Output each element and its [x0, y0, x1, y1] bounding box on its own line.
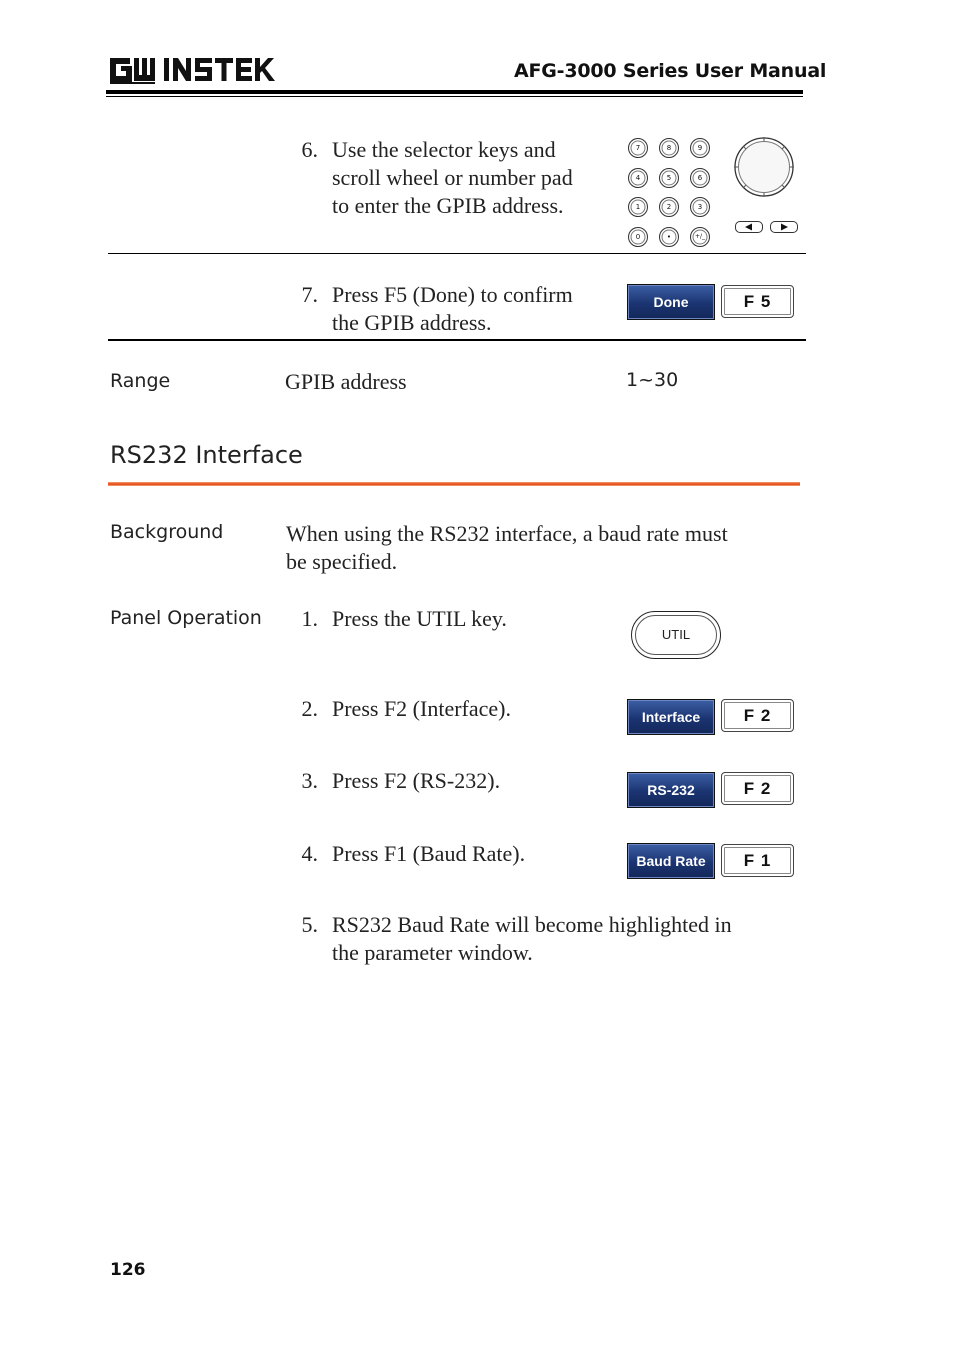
step-number: 4. [301, 841, 318, 866]
step-text [332, 911, 732, 967]
step-line: the parameter window. [332, 940, 533, 965]
step-text: Press F1 (Baud Rate). [332, 841, 526, 866]
rs232-softkey[interactable]: RS-232 [627, 772, 715, 808]
done-softkey[interactable]: Done [627, 284, 715, 320]
util-key-label: UTIL [635, 615, 717, 655]
page-number: 126 [110, 1260, 146, 1280]
step-number: 5. [301, 912, 318, 937]
divider [108, 253, 806, 254]
key-0[interactable]: 0 [628, 227, 648, 247]
background-line: When using the RS232 interface, a baud rate must [286, 521, 728, 546]
step-text: Press F2 (RS-232). [332, 768, 501, 793]
step-line: RS232 Baud Rate will become highlighted in [332, 912, 732, 937]
step-text: Press the UTIL key. [332, 606, 507, 631]
f1-key[interactable]: F 1 [721, 844, 794, 877]
divider [108, 339, 806, 341]
f2-key[interactable]: F 2 [721, 699, 794, 732]
gw-instek-logo [108, 52, 280, 84]
key-5[interactable]: 5 [659, 168, 679, 188]
step-text: Press F2 (Interface). [332, 696, 511, 721]
key-8[interactable]: 8 [659, 138, 679, 158]
left-arrow-icon [736, 222, 762, 232]
step-line: the GPIB address. [332, 310, 492, 335]
step-line: Press F5 (Done) to confirm [332, 282, 573, 307]
step-number: 3. [301, 768, 318, 793]
key-decimal[interactable]: • [659, 227, 679, 247]
range-label: Range [110, 370, 171, 392]
panel-operation-label: Panel Operation [110, 607, 262, 629]
step-line: to enter the GPIB address. [332, 193, 564, 218]
step-text [332, 281, 573, 337]
key-2[interactable]: 2 [659, 197, 679, 217]
step-number: 1. [301, 606, 318, 631]
step-number: 7. [301, 282, 318, 307]
key-7[interactable]: 7 [628, 138, 648, 158]
background-line: be specified. [286, 549, 398, 574]
step-line: scroll wheel or number pad [332, 165, 573, 190]
header-rule-thin [106, 96, 803, 97]
step-number: 6. [301, 137, 318, 162]
step-text [332, 136, 573, 220]
util-key[interactable] [631, 611, 721, 659]
manual-title: AFG-3000 Series User Manual [514, 60, 827, 82]
key-6[interactable]: 6 [690, 168, 710, 188]
key-4[interactable]: 4 [628, 168, 648, 188]
section-title: RS232 Interface [110, 441, 303, 469]
right-arrow-icon [771, 222, 797, 232]
range-parameter: GPIB address [285, 369, 407, 394]
key-9[interactable]: 9 [690, 138, 710, 158]
background-text [286, 520, 728, 576]
header-rule [106, 90, 803, 94]
left-arrow-key[interactable] [735, 221, 763, 233]
f2-key[interactable]: F 2 [721, 772, 794, 805]
baud-rate-softkey[interactable]: Baud Rate [627, 843, 715, 879]
section-underline [108, 482, 800, 486]
interface-softkey[interactable]: Interface [627, 699, 715, 735]
scroll-wheel-icon[interactable] [732, 135, 796, 199]
key-3[interactable]: 3 [690, 197, 710, 217]
key-1[interactable]: 1 [628, 197, 648, 217]
step-number: 2. [301, 696, 318, 721]
step-line: Use the selector keys and [332, 137, 556, 162]
range-value: 1~30 [626, 369, 679, 391]
background-label: Background [110, 521, 224, 543]
key-plus-minus[interactable]: +/_ [690, 227, 710, 247]
f5-key[interactable]: F 5 [721, 285, 794, 318]
right-arrow-key[interactable] [770, 221, 798, 233]
